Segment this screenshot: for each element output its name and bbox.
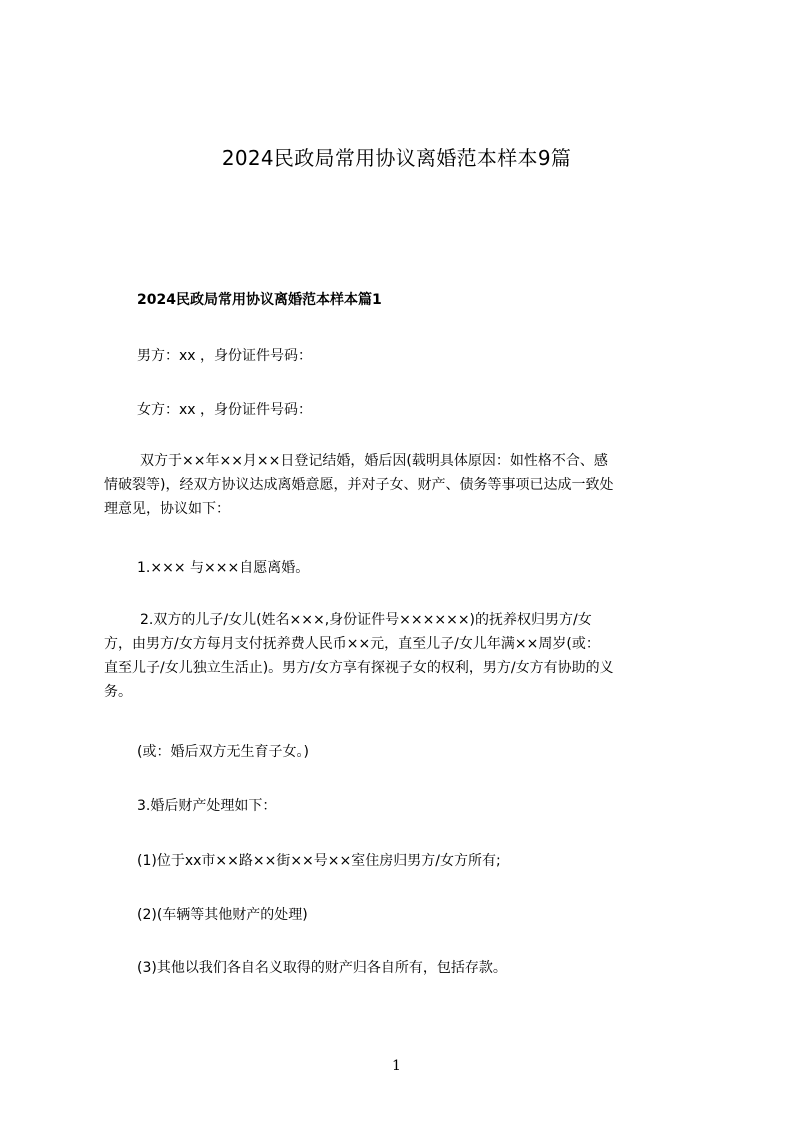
intro-line: 双方于××年××月××日登记结婚，婚后因(载明具体原因：如性格不合、感 — [140, 453, 608, 469]
section-heading: 2024民政局常用协议离婚范本样本篇1 — [137, 292, 382, 308]
male-party-line: 男方：xx ，身份证件号码： — [137, 348, 313, 364]
intro-paragraph — [104, 449, 704, 521]
document-title: 2024民政局常用协议离婚范本样本9篇 — [221, 146, 572, 170]
clause-3-item-2: (2)(车辆等其他财产的处理) — [137, 907, 308, 923]
clause-1: 1.××× 与×××自愿离婚。 — [137, 560, 310, 576]
clause-2-line: 务。 — [104, 684, 132, 700]
clause-2-line: 方，由男方/女方每月支付抚养费人民币××元，直至儿子/女儿年满××周岁(或： — [104, 636, 600, 652]
female-party-line: 女方：xx ，身份证件号码： — [137, 402, 313, 418]
clause-3-item-1: (1)位于xx市××路××街××号××室住房归男方/女方所有; — [137, 853, 501, 869]
clause-2-line: 直至儿子/女儿独立生活止)。男方/女方享有探视子女的权利，男方/女方有协助的义 — [104, 660, 614, 676]
clause-2-line: 2.双方的儿子/女儿(姓名×××,身份证件号××××××)的抚养权归男方/女 — [140, 612, 592, 628]
page-number: 1 — [392, 1058, 401, 1074]
clause-2-alternative: (或：婚后双方无生育子女。) — [137, 744, 309, 760]
intro-line: 情破裂等)，经双方协议达成离婚意愿，并对子女、财产、债务等事项已达成一致处 — [104, 477, 614, 493]
intro-line: 理意见，协议如下： — [104, 501, 230, 517]
clause-3-item-3: (3)其他以我们各自名义取得的财产归各自所有，包括存款。 — [137, 960, 507, 976]
clause-3: 3.婚后财产处理如下： — [137, 798, 277, 814]
clause-2-paragraph — [104, 608, 704, 704]
